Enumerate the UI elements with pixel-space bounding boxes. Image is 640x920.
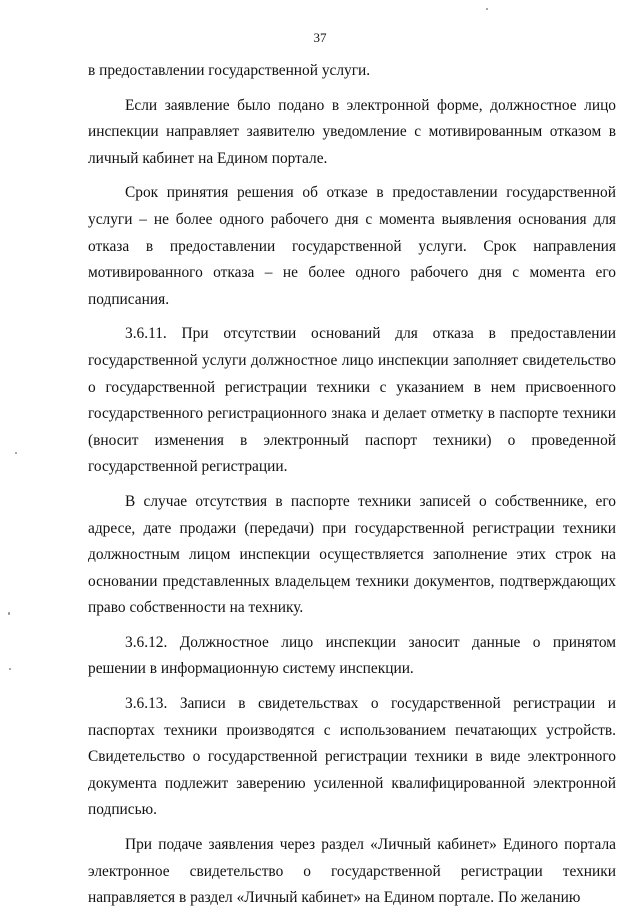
- page-number: 37: [313, 30, 327, 45]
- paragraph-personal-cabinet: При подаче заявления через раздел «Личный кабинет» Единого портала электронное свидетельство о государственной регистрации техники направляется в раздел «Личный кабинет» на Едином портале. По желанию: [88, 836, 616, 907]
- scan-speck: [15, 452, 17, 454]
- scan-speck: [486, 8, 488, 10]
- paragraph-missing-owner-records: В случае отсутствия в паспорте техники записей о собственнике, его адресе, дате продажи (передачи) при государственной регистрации техники должностным лицом инспекции осуществляется заполнение этих строк на основании представленных владельцем техники документов, подтверждающих право собственности на технику.: [88, 492, 616, 617]
- paragraph-electronic-refusal: Если заявление было подано в электронной форме, должностное лицо инспекции направляет заявителю уведомление с мотивированным отказом в личный кабинет на Едином портале.: [88, 96, 616, 167]
- paragraph-3-6-12: 3.6.12. Должностное лицо инспекции заносит данные о принятом решении в информационную систему инспекции.: [88, 633, 616, 678]
- paragraph-decision-deadline: Срок принятия решения об отказе в предоставлении государственной услуги – не более одного рабочего дня с момента выявления основания для отказа в предоставлении государственной услуги. Срок направления мотивированного отказа – не более одного рабочего дня с момента его подписания.: [88, 184, 616, 308]
- paragraph-continuation: в предоставлении государственной услуги.: [88, 62, 371, 79]
- paragraph-3-6-11: 3.6.11. При отсутствии оснований для отказа в предоставлении государственной услуги должностное лицо инспекции заполняет свидетельство о государственной регистрации техники с указанием в нем присвоенного государственного регистрационного знака и делает отметку в паспорте техники (вносит изменения в электронный паспорт техники) о проведенной государственной регистрации.: [88, 325, 616, 476]
- document-body: [88, 58, 616, 920]
- scan-speck: [9, 668, 11, 670]
- paragraph-3-6-13: 3.6.13. Записи в свидетельствах о государственной регистрации и паспортах техники производятся с использованием печатающих устройств. Свидетельство о государственной регистрации техники в виде электронного документа подлежит заверению усиленной квалифицированной электронной подписью.: [88, 695, 616, 819]
- scan-speck: [8, 612, 10, 615]
